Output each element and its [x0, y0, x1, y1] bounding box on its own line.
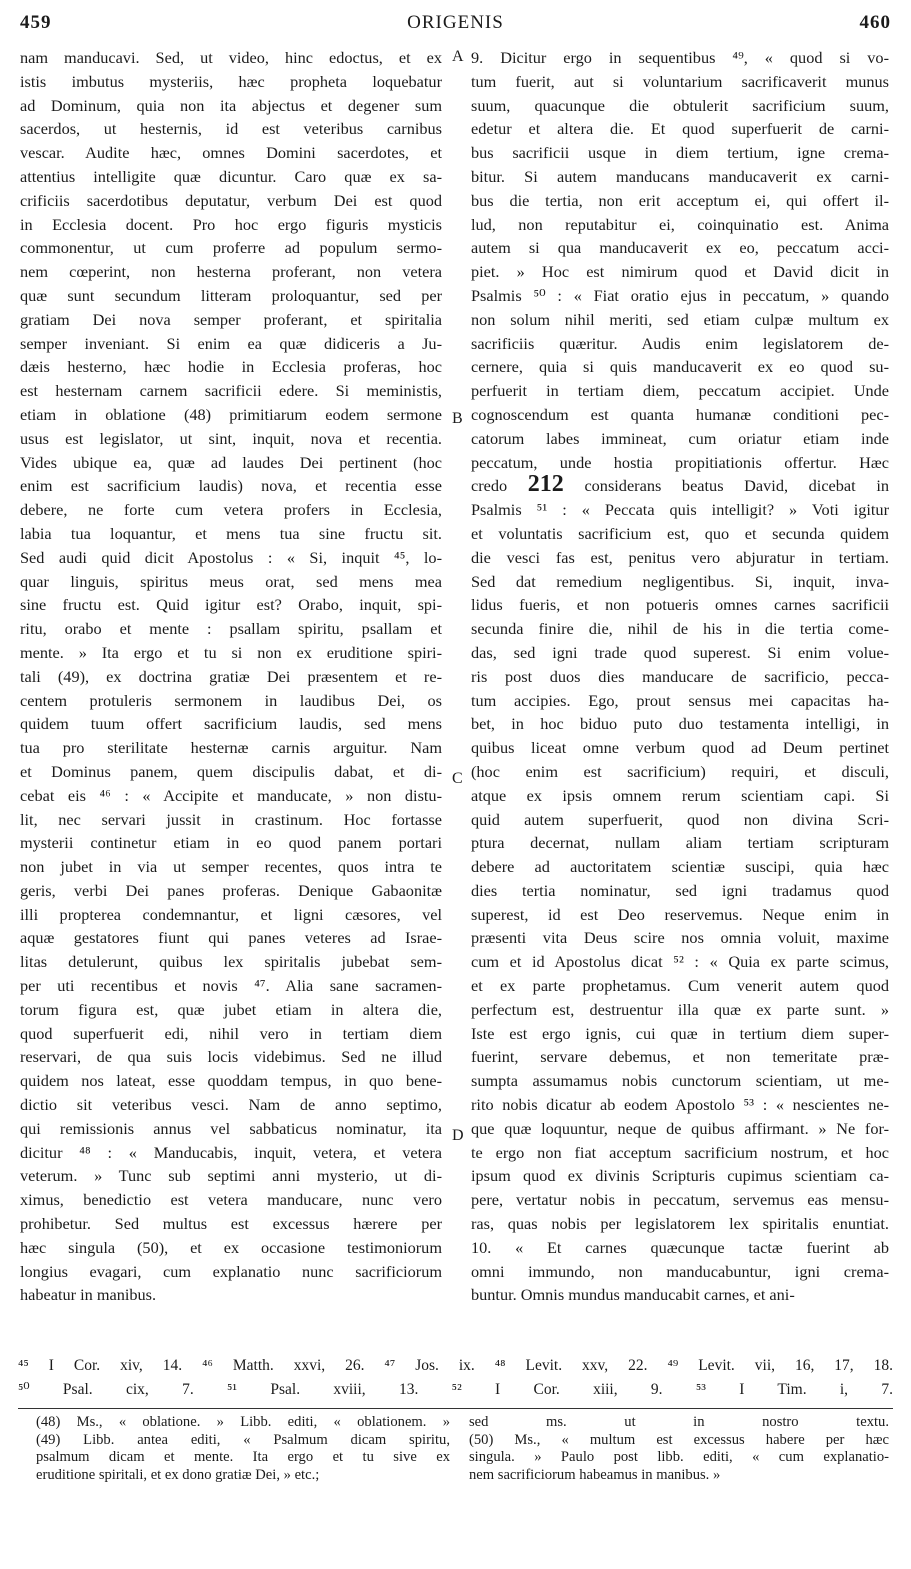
left-column-line: quidem tuum offert sacrificium laudis, sed mens: [20, 714, 442, 734]
right-column-line: non solum nihil meriti, sed etiam culpæ multum ex: [471, 309, 889, 329]
left-column-line: illi propterea condemnantur, et ligni cæsores, vel: [20, 904, 442, 924]
left-column-line: hæc singula (50), et ex occasione testimoniorum: [20, 1237, 442, 1257]
left-column-line: qui remissionis annus vel sabbaticus nominatur, ita: [20, 1118, 442, 1138]
right-column-line: cernere, quia si quis manducaverit ex eo quod su-: [471, 357, 889, 377]
left-column-line: istis imbutus mysteriis, hæc propheta loquebatur: [20, 71, 442, 91]
left-column-line: labia tua loquantur, et mens tua sine fructu sit.: [20, 523, 442, 543]
scripture-reference-line: ⁵⁰ Psal. cix, 7. ⁵¹ Psal. xviii, 13. ⁵² I Cor. xiii, 9. ⁵³ I Tim. i, 7.: [18, 1381, 893, 1398]
left-column-line: ritu, orabo et mente : psallam spiritu, psallam et: [20, 619, 442, 639]
right-column-line: præsenti vita Deus scire nos omnia voluit, maxime: [471, 928, 889, 948]
right-column-line: lidus fueris, et non potueris omnes carnes sacrificii: [471, 595, 889, 615]
right-column-line: bus sacrificii usque in diem tertium, igne crema-: [471, 143, 889, 163]
right-column-line: dies tertia nominatur, sed igni tradamus quod: [471, 880, 889, 900]
right-column-line: buntur. Omnis mundus manducabit carnes, et ani-: [471, 1285, 795, 1305]
notes-left-column: [36, 1414, 450, 1484]
notes-divider: [18, 1408, 893, 1409]
margin-letter-c: C: [452, 770, 463, 787]
right-column-line: atque ex ipsis omnem rerum scientiam capi. Si: [471, 785, 889, 805]
right-column-line: pere, vertatur nobis in peccatum, servemus eas mensu-: [471, 1190, 889, 1210]
left-column-line: lit, nec servari jussit in crastinum. Hoc fortasse: [20, 809, 442, 829]
note-left-line: (49) Libb. antea editi, « Psalmum dicam spiritu,: [36, 1431, 450, 1448]
right-column-line: cognoscendum est quanta humanæ conditioni pec-: [471, 404, 889, 424]
left-column-line: sacerdos, ut hesternis, id est veteribus carnibus: [20, 119, 442, 139]
right-column-line: ipsum quod ex divinis Scripturis cupimus scientiam ca-: [471, 1166, 889, 1186]
right-column-line: superest, id est Deo reservemus. Neque enim in: [471, 904, 889, 924]
left-column-line: Vides ubique ea, quæ ad laudes Dei pertinent (hoc: [20, 452, 442, 472]
right-column-line: ptura decernat, nullam aliam tertiam scripturam: [471, 833, 889, 853]
left-column-line: reservari, de qua suis locis videbimus. Sed ne illud: [20, 1047, 442, 1067]
right-column-line: que quæ loquuntur, neque de quibus affirmant. » Ne for-: [471, 1118, 889, 1138]
margin-letter-a: A: [452, 48, 464, 65]
left-column-line: debere, ne forte cum vetera profers in Ecclesia,: [20, 500, 442, 520]
right-column-line: lud, non reputabitur ei, coinquinatio est. Anima: [471, 214, 889, 234]
left-column-line: in Ecclesia docent. Pro hoc ergo figuris mysticis: [20, 214, 442, 234]
right-column-line: credo 212 considerans beatus David, dicebat in: [471, 474, 889, 498]
margin-letter-d: D: [452, 1127, 464, 1144]
right-column-line: et voluntatis sacrificium est, quo et secunda quidem: [471, 523, 889, 543]
right-column-line: perfuerit in tertiam diem, peccatum accipiet. Unde: [471, 381, 889, 401]
right-column-line: piet. » Hoc est nimirum quod et David dicit in: [471, 262, 889, 282]
note-left-line: (48) Ms., « oblatione. » Libb. editi, « oblationem. »: [36, 1414, 450, 1430]
right-column-line: (hoc enim est sacrificium) requiri, et disculi,: [471, 761, 889, 781]
right-column-line: sumpta assumamus nobis cunctorum scientiam, ut me-: [471, 1071, 889, 1091]
left-column-line: quod superfuerit edi, nihil vero in tertiam diem: [20, 1023, 442, 1043]
right-column-line: fuerint, servare debemus, et non temeritate præ-: [471, 1047, 889, 1067]
left-column-line: tali (49), ex doctrina gratiæ Dei præsentem et re-: [20, 666, 442, 686]
note-left-line: psalmum dicam et mente. Ita ergo et tu sive ex: [36, 1449, 450, 1465]
left-column-line: quidem nos lateat, esse quoddam tempus, in quo bene-: [20, 1071, 442, 1091]
note-left-line: eruditione spiritali, et ex dono gratiæ Dei, » etc.;: [36, 1466, 320, 1483]
left-column-line: quar linguis, spiritus meus orat, sed mens mea: [20, 571, 442, 591]
left-column-line: usus est legislator, ut sint, inquit, nova et recentia.: [20, 428, 442, 448]
left-column-line: dicitur ⁴⁸ : « Manducabis, inquit, vetera, et vetera: [20, 1142, 442, 1162]
left-column-line: centem protuleris sermonem in laudibus Dei, os: [20, 690, 442, 710]
right-column-line: Iste est ergo ignis, cui quæ in tertium diem super-: [471, 1023, 889, 1043]
right-column-line: peccatum, unde hostia propitiationis offertur. Hæc: [471, 452, 889, 472]
right-column-line: catorum labes immineat, cum oriatur etiam inde: [471, 428, 889, 448]
right-column-line: tum fuerit, aut si voluntarium sacrificaverit munus: [471, 71, 889, 91]
note-right-line: sed ms. ut in nostro textu.: [469, 1414, 889, 1430]
left-column-line: mente. » Ita ergo et tu si non ex eruditione spiri-: [20, 642, 442, 662]
right-column-line: die vesci fas est, penitus vero abjuratur in tertiam.: [471, 547, 889, 567]
margin-letter-b: B: [452, 410, 463, 427]
right-column-line: secunda finire die, nihil de his in die tertia come-: [471, 619, 889, 639]
right-column-line: cum et id Apostolus dicat ⁵² : « Quia ex parte scimus,: [471, 952, 889, 972]
note-right-line: singula. » Paulo post libb. editi, « cum explanatio-: [469, 1449, 889, 1465]
right-column-line: bus die tertia, non erit acceptum ei, qui offert il-: [471, 190, 889, 210]
left-column-line: torum figura est, quæ jubet etiam in altera die,: [20, 999, 442, 1019]
left-column-line: dictio sit veteribus vesci. Nam de anno septimo,: [20, 1095, 442, 1115]
column-number-marker: 212: [527, 474, 564, 498]
left-column-line: mysterii continetur etiam in eo quod panem portari: [20, 833, 442, 853]
left-column-line: crificiis sacerdotibus deputatur, verbum Dei est quod: [20, 190, 442, 210]
left-column-line: est hesternam carnem sacrificii edere. Si meministis,: [20, 381, 442, 401]
right-column-line: 9. Dicitur ergo in sequentibus ⁴⁹, « quod si vo-: [471, 48, 889, 67]
right-column-line: debere ad auctoritatem scientiæ suscipi, quia hæc: [471, 857, 889, 877]
left-column-line: enim est sacrificium laudis) nova, et recentia esse: [20, 476, 442, 496]
right-column-line: edetur et altera die. Et quod superfuerit de carni-: [471, 119, 889, 139]
left-column-line: tua pro sterilitate hesternæ carnis arguitur. Nam: [20, 738, 442, 758]
page-number-left: 459: [20, 12, 52, 33]
right-column-line: autem si qua manducaverit ex eo, peccatum acci-: [471, 238, 889, 258]
left-column-line: sine fructu est. Quid igitur est? Orabo, inquit, spi-: [20, 595, 442, 615]
right-column-line: 10. « Et carnes quæcunque tactæ fuerint ab: [471, 1237, 889, 1257]
left-column-line: ximus, benedictio est vetera manducare, nunc vero: [20, 1190, 442, 1210]
right-column-line: quibus liceat omne verbum quod ad Deum pertinet: [471, 738, 889, 758]
left-column-line: dæis hesterno, hæc hodie in Ecclesia proferas, hoc: [20, 357, 442, 377]
right-column-line: Psalmis ⁵¹ : « Peccata quis intelligit? » Voti igitur: [471, 500, 889, 520]
right-column-line: ras, quas nobis per legislatorem lex spiritalis enuntiat.: [471, 1214, 889, 1234]
left-column-line: Sed audi quid dicit Apostolus : « Si, inquit ⁴⁵, lo-: [20, 547, 442, 567]
left-column-line: attentius intelligite quæ dicuntur. Caro quæ ex sa-: [20, 166, 442, 186]
left-column-line: habeatur in manibus.: [20, 1285, 157, 1305]
left-column-line: litas detulerunt, quibus lex spiritalis jubebat sem-: [20, 952, 442, 972]
right-column-line: quid autem superfuerit, quod non divina Scri-: [471, 809, 889, 829]
left-column-line: prohibetur. Sed multus est excessus hærere per: [20, 1214, 442, 1234]
scripture-references: [18, 1354, 893, 1402]
right-column-line: omni immundo, non manducabuntur, igni crema-: [471, 1261, 889, 1281]
left-column: [20, 46, 442, 1307]
left-column-line: non jubet in via ut semper recentes, quos intra te: [20, 857, 442, 877]
left-column-line: vescar. Audite hæc, omnes Domini sacerdotes, et: [20, 143, 442, 163]
left-column-line: etiam in oblatione (48) primitiarum eodem sermone: [20, 404, 442, 424]
right-column-line: tum accipies. Ego, prout sensus mei capacitas ha-: [471, 690, 889, 710]
right-column-line: Psalmis ⁵⁰ : « Fiat oratio ejus in peccatum, » quando: [471, 285, 889, 305]
right-column-line: sacrificiis quæritur. Audis enim legislatorem de-: [471, 333, 889, 353]
left-column-line: veterum. » Tunc sub septimi anni mysterio, ut di-: [20, 1166, 442, 1186]
right-column-line: et ex parte prophetamus. Cum venerit autem quod: [471, 976, 889, 996]
left-column-line: geris, verbi Dei panes proferas. Denique Gabaonitæ: [20, 880, 442, 900]
left-column-line: per uti recentibus et novis ⁴⁷. Alia sane sacramen-: [20, 976, 442, 996]
left-column-line: quæ sunt secundum litteram proloquantur, sed per: [20, 285, 442, 305]
notes-right-column: [469, 1414, 889, 1484]
left-column-line: cebat eis ⁴⁶ : « Accipite et manducate, » non distu-: [20, 785, 442, 805]
right-column-line: suum, quacunque die obtulerit sacrificium suum,: [471, 95, 889, 115]
right-column-line: bitur. Si autem manducans manducaverit ex carni-: [471, 166, 889, 186]
left-column-line: semper inveniant. Si enim ea quæ didiceris a Ju-: [20, 333, 442, 353]
left-column-line: longius evagari, cum explanatio nunc sacrificiorum: [20, 1261, 442, 1281]
right-column-line: Sed dat remedium negligentibus. Si, inquit, inva-: [471, 571, 889, 591]
right-column-line: rito nobis dicatur ab eodem Apostolo ⁵³ : « nescientes ne-: [471, 1095, 889, 1115]
right-column-line: ris post duos dies manducare de sacrificio, pecca-: [471, 666, 889, 686]
right-column: [471, 46, 889, 1307]
scripture-reference-line: ⁴⁵ I Cor. xiv, 14. ⁴⁶ Matth. xxvi, 26. ⁴⁷ Jos. ix. ⁴⁸ Levit. xxv, 22. ⁴⁹ Levit. vii, 16, 17, 18.: [18, 1357, 893, 1374]
left-column-line: nam manducavi. Sed, ut video, hinc edoctus, et ex: [20, 48, 442, 67]
right-column-line: te ergo non fiat acceptum sacrificium nostrum, et hoc: [471, 1142, 889, 1162]
left-column-line: et Dominus panem, quem discipulis dabat, et di-: [20, 761, 442, 781]
left-column-line: ad Dominum, quia non ita abjectus et degener sum: [20, 95, 442, 115]
page-number-right: 460: [859, 12, 891, 33]
left-column-line: nem cœperint, non hesterna proferant, non vetera: [20, 262, 442, 282]
running-title: ORIGENIS: [407, 12, 504, 33]
left-column-line: commonentur, ut cum proferre ad populum sermo-: [20, 238, 442, 258]
right-column-line: bet, in hoc biduo puto duo testamenta intelligi, in: [471, 714, 889, 734]
right-column-line: perfectum est, destruentur illa quæ ex parte sunt. »: [471, 999, 889, 1019]
page-header: [20, 12, 891, 40]
left-column-line: aquæ gestatores fiunt qui panes veteres ad Israe-: [20, 928, 442, 948]
note-right-line: (50) Ms., « multum est excessus habere per hæc: [469, 1431, 889, 1448]
left-column-line: gratiam Dei nova semper proferant, et spiritalia: [20, 309, 442, 329]
note-right-line: nem sacrificiorum habeamus in manibus. »: [469, 1466, 721, 1483]
right-column-line: das, sed igni trade quod superest. Si enim volue-: [471, 642, 889, 662]
